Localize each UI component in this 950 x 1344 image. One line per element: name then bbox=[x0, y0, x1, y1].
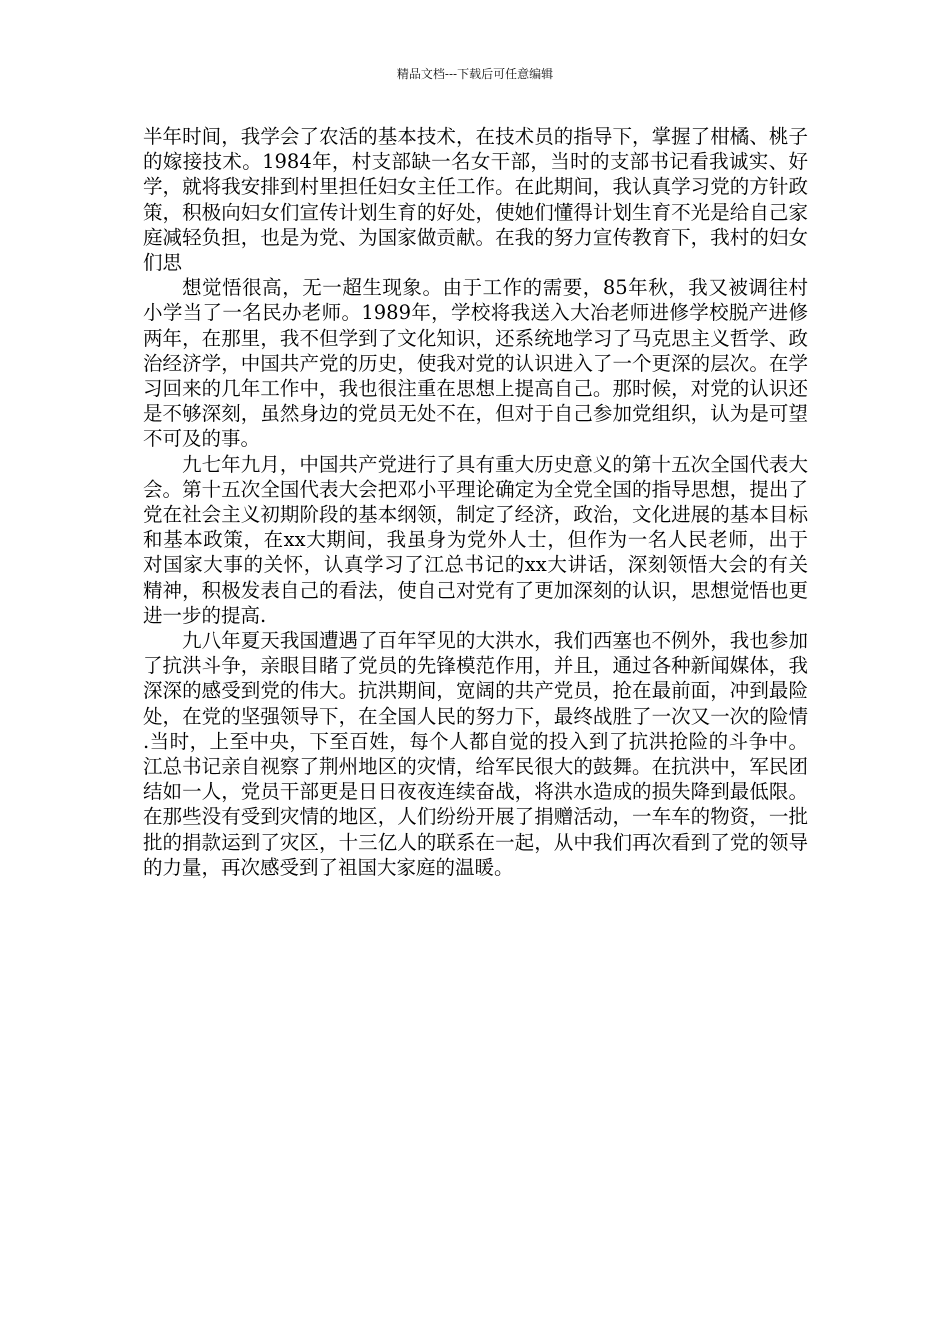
document-body bbox=[143, 124, 808, 880]
paragraph-2: 想觉悟很高，无一超生现象。由于工作的需要，85年秋，我又被调往村小学当了一名民办老师。1989年，学校将我送入大冶老师进修学校脱产进修两年，在那里，我不但学到了文化知识，还系统地学习了马克思主义哲学、政治经济学，中国共产党的历史，使我对党的认识进入了一个更深的层次。在学习回来的几年工作中，我也很注重在思想上提高自己。那时候，对党的认识还是不够深刻，虽然身边的党员无处不在，但对于自己参加党组织，认为是可望不可及的事。 bbox=[143, 276, 808, 451]
page-header: 精品文档---下载后可任意编辑 bbox=[396, 67, 554, 81]
paragraph-1: 半年时间，我学会了农活的基本技术，在技术员的指导下，掌握了柑橘、桃子的嫁接技术。1984年，村支部缺一名女干部，当时的支部书记看我诚实、好学，就将我安排到村里担任妇女主任工作。在此期间，我认真学习党的方针政策，积极向妇女们宣传计划生育的好处，使她们懂得计划生育不光是给自己家庭减轻负担，也是为党、为国家做贡献。在我的努力宣传教育下，我村的妇女们思 bbox=[143, 125, 808, 275]
paragraph-4: 九八年夏天我国遭遇了百年罕见的大洪水，我们西塞也不例外，我也参加了抗洪斗争，亲眼目睹了党员的先锋模范作用，并且，通过各种新闻媒体，我深深的感受到党的伟大。抗洪期间，宽阔的共产党员，抢在最前面，冲到最险处，在党的坚强领导下，在全国人民的努力下，最终战胜了一次又一次的险情.当时，上至中央，下至百姓，每个人都自觉的投入到了抗洪抢险的斗争中。江总书记亲自视察了荆州地区的灾情，给军民很大的鼓舞。在抗洪中，军民团结如一人，党员干部更是日日夜夜连续奋战，将洪水造成的损失降到最低限。在那些没有受到灾情的地区，人们纷纷开展了捐赠活动，一车车的物资，一批批的捐款运到了灾区，十三亿人的联系在一起，从中我们再次看到了党的领导的力量，再次感受到了祖国大家庭的温暖。 bbox=[143, 629, 808, 879]
paragraph-3: 九七年九月，中国共产党进行了具有重大历史意义的第十五次全国代表大会。第十五次全国代表大会把邓小平理论确定为全党全国的指导思想，提出了党在社会主义初期阶段的基本纲领，制定了经济，政治，文化进展的基本目标和基本政策，在xx大期间，我虽身为党外人士，但作为一名人民老师，出于对国家大事的关怀，认真学习了江总书记的xx大讲话，深刻领悟大会的有关精神，积极发表自己的看法，使自己对党有了更加深刻的认识，思想觉悟也更进一步的提高. bbox=[143, 452, 808, 627]
